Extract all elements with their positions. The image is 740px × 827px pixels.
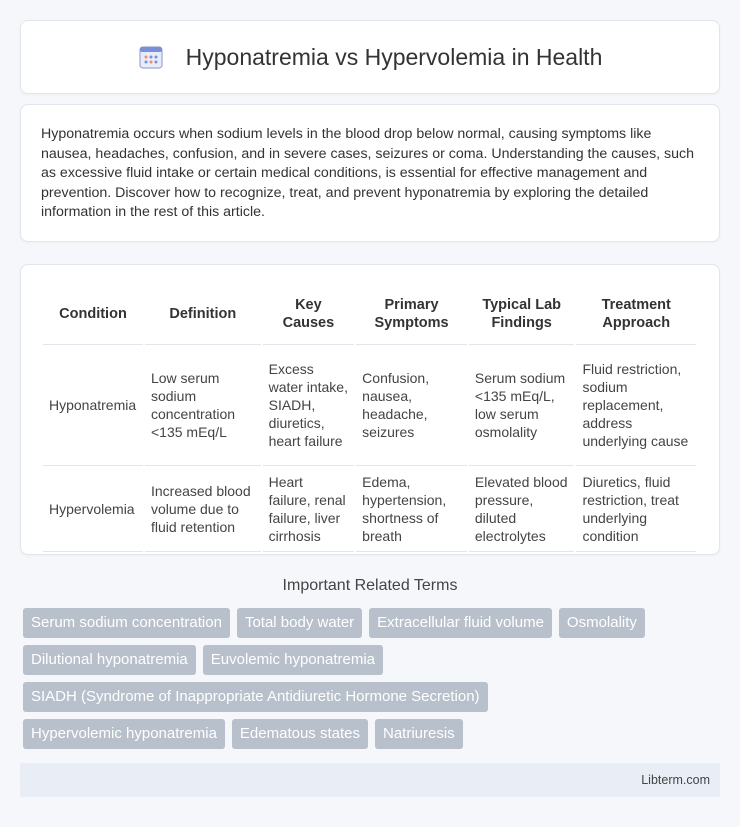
tag-link[interactable]: Total body water: [237, 608, 362, 638]
table-header: Typical Lab Findings: [469, 283, 575, 345]
related-terms-tags: [23, 608, 723, 756]
tag-link[interactable]: Natriuresis: [375, 719, 463, 749]
page-title: Hyponatremia vs Hypervolemia in Health: [185, 43, 603, 70]
table-cell: Low serum sodium concentration <135 mEq/L: [145, 345, 261, 466]
tag-link[interactable]: Serum sodium concentration: [23, 608, 230, 638]
intro-card: [20, 104, 720, 242]
table-cell: Diuretics, fluid restriction, treat underlying condition: [576, 466, 696, 552]
footer-brand-link[interactable]: Libterm.com: [641, 773, 710, 787]
tag-link[interactable]: Osmolality: [559, 608, 645, 638]
tag-link[interactable]: Dilutional hyponatremia: [23, 645, 196, 675]
calendar-grid-icon: [138, 44, 164, 70]
table-cell: Hypervolemia: [43, 466, 143, 552]
intro-text: Hyponatremia occurs when sodium levels in the blood drop below normal, causing symptoms like nausea, headaches, confusion, and in severe cases, seizures or coma. Understanding the causes, such as excessive fluid intake or certain medical conditions, is essential for effective management and prevention. Discover how to recognize, treat, and prevent hyponatremia by exploring the detailed information in the rest of this article.: [41, 126, 695, 221]
tag-link[interactable]: Hypervolemic hyponatremia: [23, 719, 225, 749]
footer: [20, 763, 720, 797]
table-cell: Heart failure, renal failure, liver cirrhosis: [263, 466, 355, 552]
tag-link[interactable]: SIADH (Syndrome of Inappropriate Antidiuretic Hormone Secretion): [23, 682, 488, 712]
tag-link[interactable]: Edematous states: [232, 719, 368, 749]
table-header: Treatment Approach: [576, 283, 696, 345]
table-cell: Serum sodium <135 mEq/L, low serum osmolality: [469, 345, 575, 466]
table-cell: Fluid restriction, sodium replacement, address underlying cause: [576, 345, 696, 466]
tag-link[interactable]: Euvolemic hyponatremia: [203, 645, 383, 675]
table-row: [43, 345, 696, 466]
table-header: Primary Symptoms: [356, 283, 467, 345]
table-cell: Elevated blood pressure, diluted electrolytes: [469, 466, 575, 552]
table-cell: Edema, hypertension, shortness of breath: [356, 466, 467, 552]
table-header: Condition: [43, 283, 143, 345]
table-cell: Hyponatremia: [43, 345, 143, 466]
table-header: Definition: [145, 283, 261, 345]
comparison-table-card: [20, 264, 720, 555]
header-card: [20, 20, 720, 94]
table-header: Key Causes: [263, 283, 355, 345]
tag-link[interactable]: Extracellular fluid volume: [369, 608, 552, 638]
table-row: [43, 466, 696, 552]
related-terms-title: Important Related Terms: [282, 577, 458, 594]
comparison-table: [41, 283, 698, 552]
table-cell: Excess water intake, SIADH, diuretics, heart failure: [263, 345, 355, 466]
table-cell: Confusion, nausea, headache, seizures: [356, 345, 467, 466]
table-cell: Increased blood volume due to fluid retention: [145, 466, 261, 552]
